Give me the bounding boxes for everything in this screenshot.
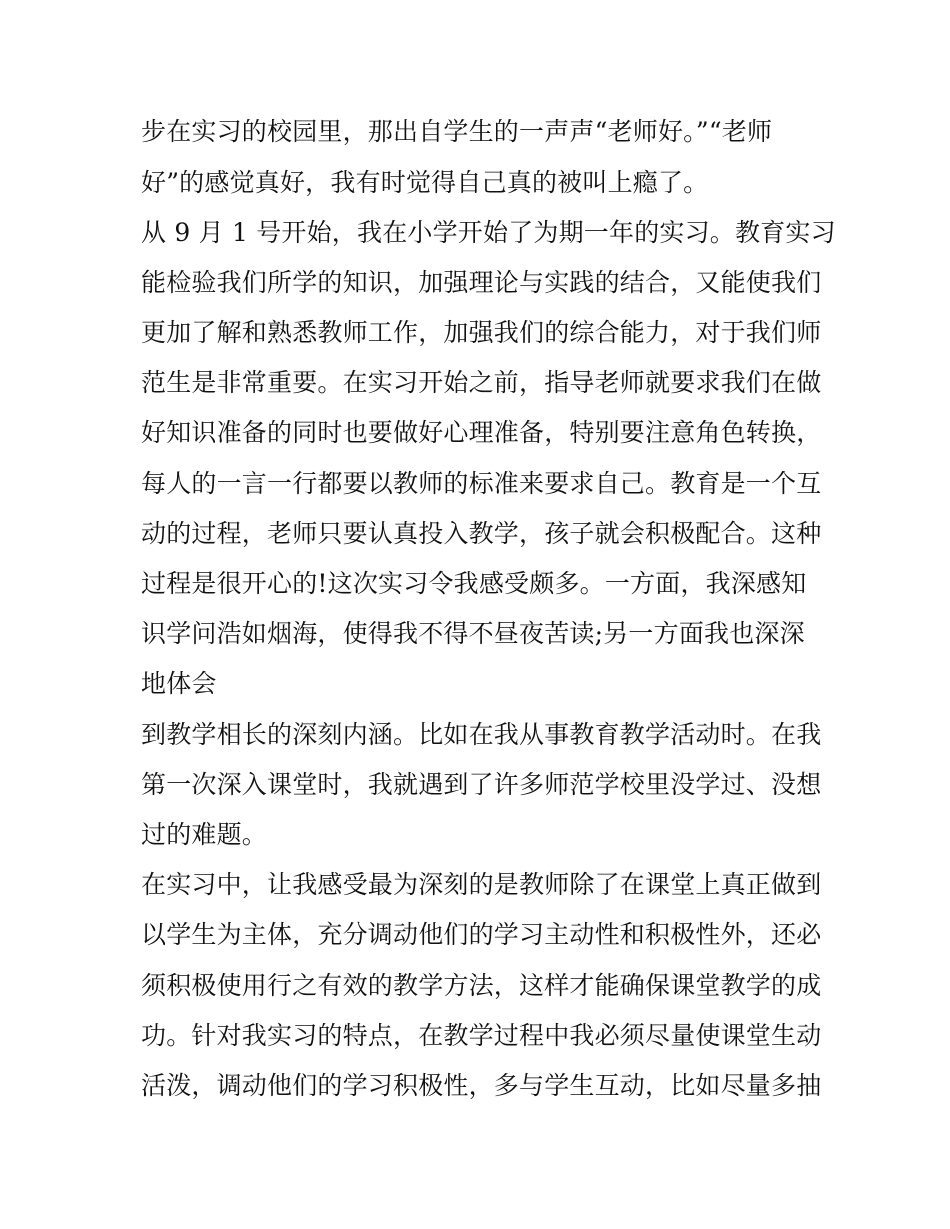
text-line: 功。针对我实习的特点，在教学过程中我必须尽量使课堂生动 (141, 1021, 822, 1050)
text-line: 好”的感觉真好，我有时觉得自己真的被叫上瘾了。 (141, 168, 709, 197)
text-line: 步在实习的校园里，那出自学生的一声声“老师好。”“老师 (141, 117, 773, 146)
text-line: 地体会 (141, 669, 217, 698)
text-line: 到教学相长的深刻内涵。比如在我从事教育教学活动时。在我 (141, 720, 822, 749)
text-line: 好知识准备的同时也要做好心理准备，特别要注意角色转换， (141, 418, 822, 447)
text-line: 能检验我们所学的知识，加强理论与实践的结合，又能使我们 (141, 268, 822, 297)
text-line: 过程是很开心的!这次实习令我感受颇多。一方面，我深感知 (141, 569, 807, 598)
text-line: 过的难题。 (141, 820, 268, 849)
text-line: 以学生为主体，充分调动他们的学习主动性和积极性外，还必 (141, 920, 822, 949)
text-line: 更加了解和熟悉教师工作，加强我们的综合能力，对于我们师 (141, 318, 822, 347)
text-line: 须积极使用行之有效的教学方法，这样才能确保课堂教学的成 (141, 971, 822, 1000)
text-line: 第一次深入课堂时，我就遇到了许多师范学校里没学过、没想 (141, 770, 822, 799)
text-line: 从 9 月 1 号开始，我在小学开始了为期一年的实习。教育实习 (141, 218, 836, 247)
text-line: 在实习中，让我感受最为深刻的是教师除了在课堂上真正做到 (141, 870, 822, 899)
text-line: 活泼，调动他们的学习积极性，多与学生互动，比如尽量多抽 (141, 1071, 822, 1100)
text-line: 每人的一言一行都要以教师的标准来要求自己。教育是一个互 (141, 469, 822, 498)
text-line: 识学问浩如烟海，使得我不得不昼夜苦读;另一方面我也深深 (141, 619, 805, 648)
text-line: 范生是非常重要。在实习开始之前，指导老师就要求我们在做 (141, 368, 822, 397)
text-line: 动的过程，老师只要认真投入教学，孩子就会积极配合。这种 (141, 519, 822, 548)
